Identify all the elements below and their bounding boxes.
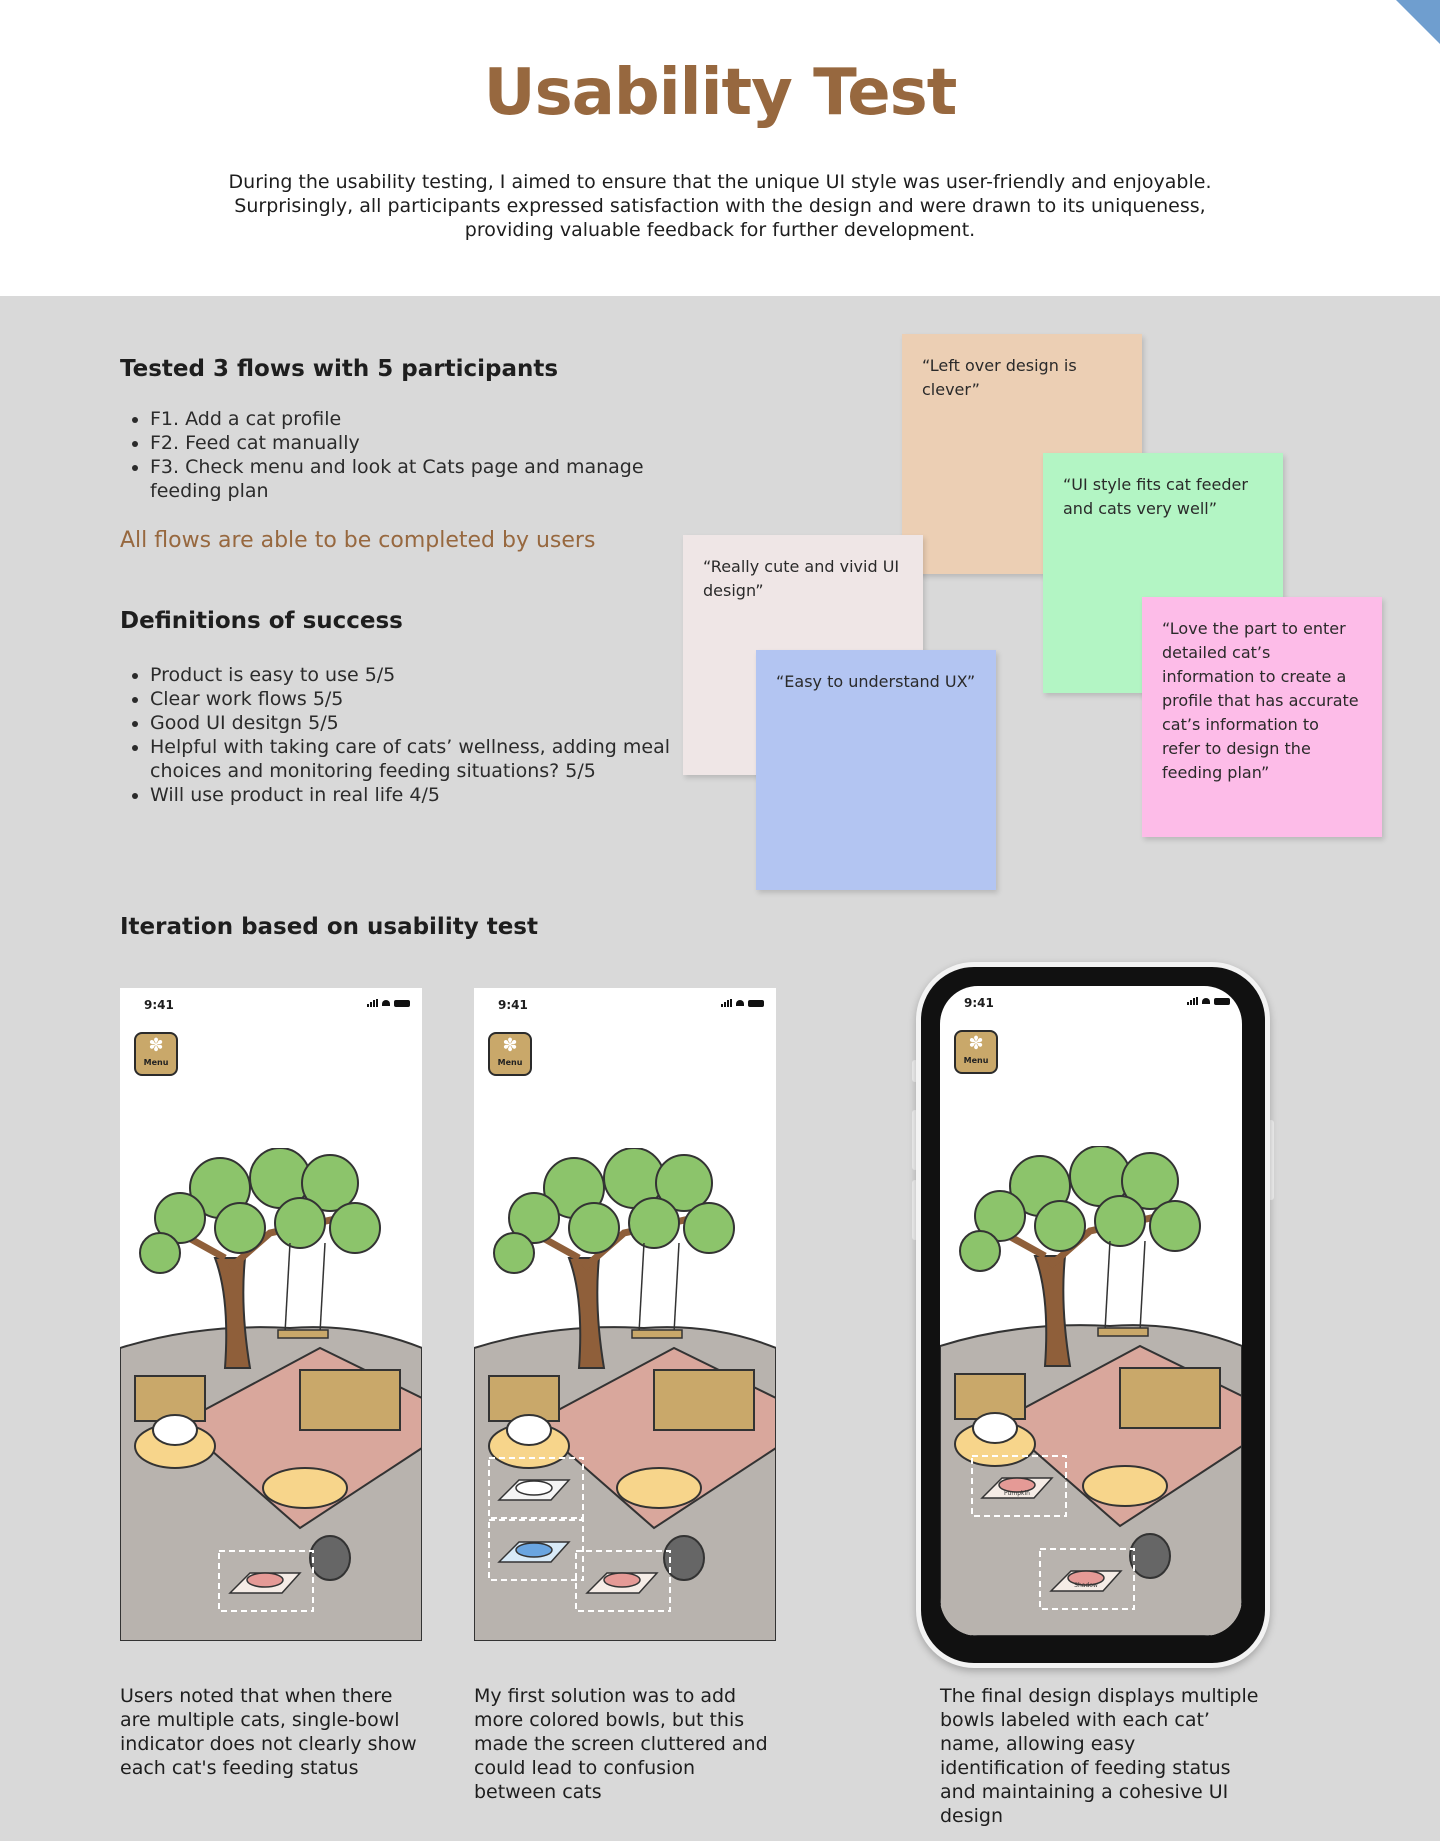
menu-button[interactable] bbox=[488, 1032, 532, 1076]
cat-yard-illustration bbox=[120, 1148, 422, 1641]
cat-yard-illustration bbox=[940, 1146, 1242, 1636]
sticky-note: “UI style fits cat feeder and cats very well” bbox=[1043, 453, 1283, 693]
wifi-icon bbox=[1202, 998, 1210, 1004]
cat-yard-illustration bbox=[474, 1148, 776, 1641]
bowl-label: Shadow bbox=[1074, 1582, 1098, 1589]
status-icons bbox=[367, 999, 410, 1007]
status-time: 9:41 bbox=[964, 996, 994, 1010]
status-time: 9:41 bbox=[498, 998, 528, 1012]
battery-icon bbox=[394, 1000, 410, 1007]
intro-paragraph bbox=[220, 170, 1220, 242]
menu-label: Menu bbox=[143, 1058, 169, 1067]
battery-icon bbox=[748, 1000, 764, 1007]
corner-fold-icon bbox=[1396, 0, 1440, 44]
menu-button[interactable] bbox=[954, 1030, 998, 1074]
caption-original: Users noted that when there are multiple cats, single-bowl indicator does not clearly show each cat's feeding status bbox=[120, 1685, 417, 1779]
flows-heading: Tested 3 flows with 5 participants bbox=[120, 356, 559, 382]
iteration-heading: Iteration based on usability test bbox=[120, 914, 538, 940]
wifi-icon bbox=[736, 1000, 744, 1006]
sticky-note: “Left over design is clever” bbox=[902, 334, 1142, 574]
app-screen-final bbox=[940, 986, 1242, 1636]
signal-icon bbox=[721, 999, 732, 1007]
battery-icon bbox=[1214, 998, 1230, 1005]
list-item: • Helpful with taking care of cats’ wellness, adding meal choices and monitoring feeding situations? 5/5 bbox=[150, 735, 710, 783]
list-item: • Product is easy to use 5/5 bbox=[150, 663, 710, 687]
intro-line: During the usability testing, I aimed to ensure that the unique UI style was user-friendly and enjoyable. bbox=[228, 171, 1212, 193]
list-item: • Clear work flows 5/5 bbox=[150, 687, 710, 711]
success-list bbox=[120, 663, 710, 807]
intro-line: providing valuable feedback for further development. bbox=[464, 219, 976, 241]
signal-icon bbox=[1187, 997, 1198, 1005]
list-item: • F1. Add a cat profile bbox=[150, 407, 690, 431]
sticky-note: “Easy to understand UX” bbox=[756, 650, 996, 890]
paw-icon: ✽ bbox=[968, 1033, 984, 1054]
signal-icon bbox=[367, 999, 378, 1007]
list-item: • Good UI desitgn 5/5 bbox=[150, 711, 710, 735]
page-title: Usability Test bbox=[483, 56, 957, 130]
status-icons bbox=[721, 999, 764, 1007]
intro-line: Surprisingly, all participants expressed satisfaction with the design and were drawn to its uniqueness, bbox=[234, 195, 1206, 217]
status-icons bbox=[1187, 997, 1230, 1005]
flows-result: All flows are able to be completed by users bbox=[120, 528, 596, 553]
status-bar bbox=[120, 988, 422, 1022]
status-bar bbox=[940, 986, 1242, 1020]
app-screen-original bbox=[120, 988, 422, 1641]
status-bar bbox=[474, 988, 776, 1022]
sticky-note: “Really cute and vivid UI design” bbox=[683, 535, 923, 775]
status-time: 9:41 bbox=[144, 998, 174, 1012]
list-item: • F3. Check menu and look at Cats page and manage feeding plan bbox=[150, 455, 690, 503]
wifi-icon bbox=[382, 1000, 390, 1006]
app-screen-colored-bowls bbox=[474, 988, 776, 1641]
menu-label: Menu bbox=[963, 1056, 989, 1065]
success-heading: Definitions of success bbox=[120, 608, 403, 634]
caption-colored-bowls: My first solution was to add more colored bowls, but this made the screen cluttered and could lead to confusion between cats bbox=[474, 1685, 768, 1803]
header-section bbox=[0, 0, 1440, 296]
paw-icon: ✽ bbox=[148, 1035, 164, 1056]
caption-final: The final design displays multiple bowls labeled with each cat’ name, allowing easy identification of feeding status and maintaining a cohesive UI design bbox=[940, 1685, 1259, 1827]
bowl-label: Pumpkin bbox=[1004, 1490, 1030, 1497]
sticky-note: “Love the part to enter detailed cat’s information to create a profile that has accurate cat’s information to refer to design the feeding plan” bbox=[1142, 597, 1382, 837]
menu-button[interactable] bbox=[134, 1032, 178, 1076]
list-item: • Will use product in real life 4/5 bbox=[150, 783, 710, 807]
list-item: • F2. Feed cat manually bbox=[150, 431, 690, 455]
menu-label: Menu bbox=[497, 1058, 523, 1067]
paw-icon: ✽ bbox=[502, 1035, 518, 1056]
flows-list bbox=[120, 407, 690, 503]
